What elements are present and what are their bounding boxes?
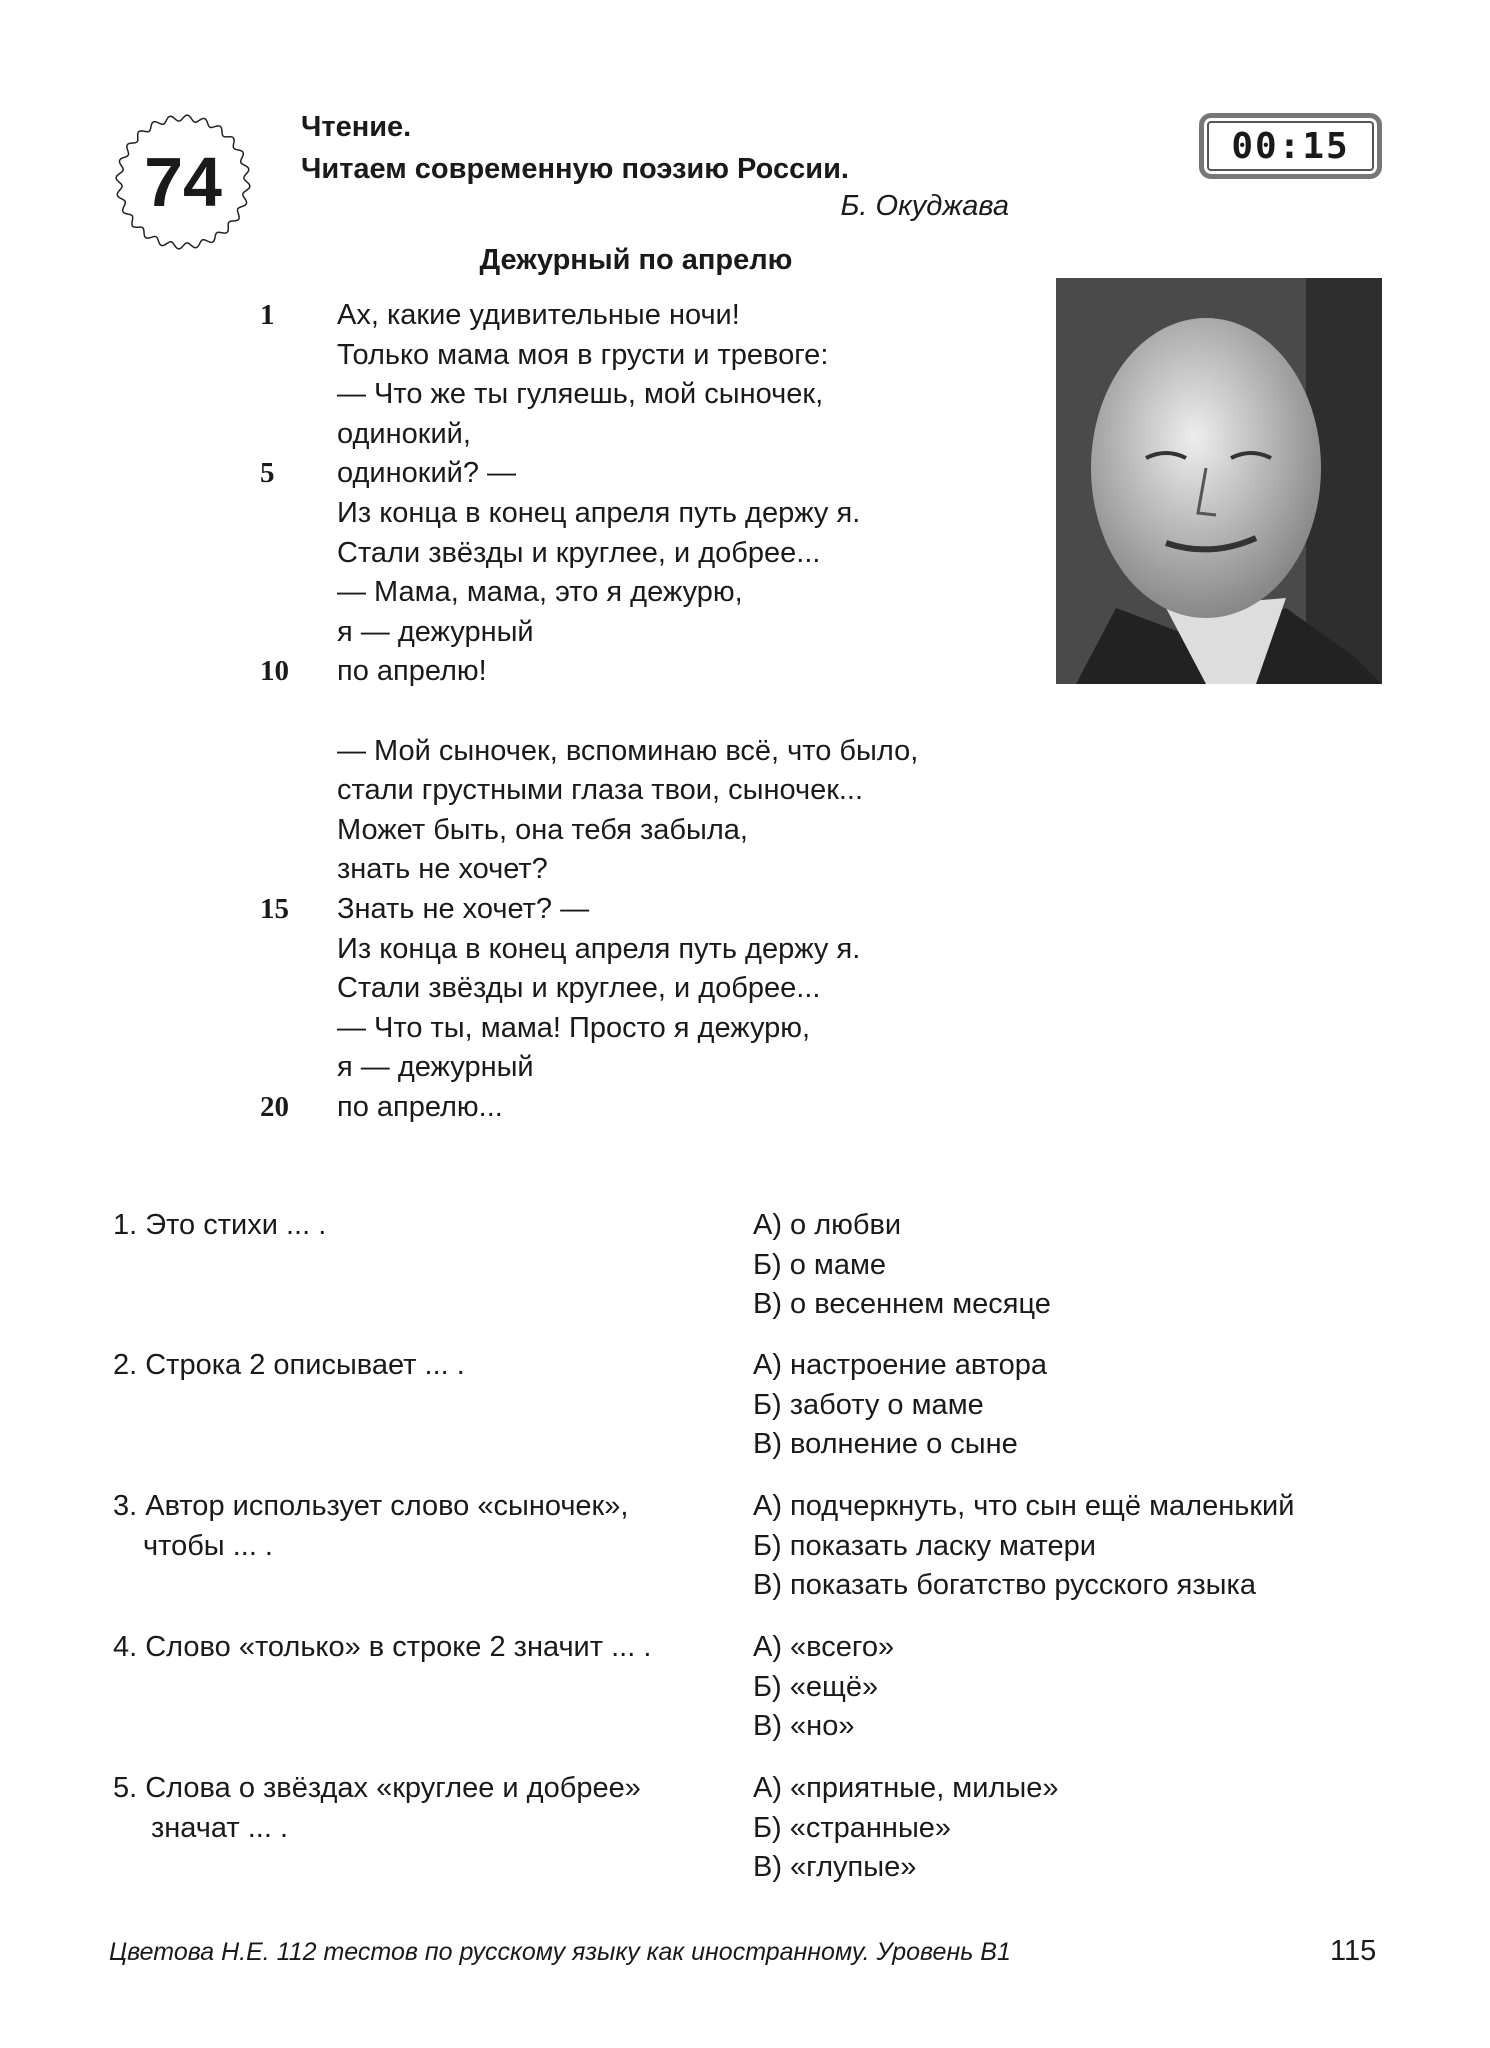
line-number [260, 1048, 337, 1088]
question-text: чтобы ... . [143, 1529, 273, 1562]
poem-text [260, 296, 918, 1127]
line-text: — Что же ты гуляешь, мой сыночек, [337, 378, 824, 411]
answer-option[interactable]: А) «приятные, милые» [753, 1772, 1059, 1804]
line-text: Ах, какие удивительные ночи! [337, 299, 740, 331]
question-text: 4. Слово «только» в строке 2 значит ... . [113, 1631, 652, 1663]
book-citation: Цветова Н.Е. 112 тестов по русскому языку как иностранному. Уровень В1 [109, 1938, 1011, 1966]
poem-line [260, 613, 918, 653]
answer-options-1 [753, 1206, 1051, 1325]
line-number: 5 [260, 457, 275, 490]
answer-option[interactable]: Б) о маме [753, 1248, 887, 1281]
line-text: Знать не хочет? — [337, 892, 590, 925]
question-text: 1. Это стихи ... . [113, 1209, 327, 1241]
answer-options-5 [753, 1769, 1058, 1888]
line-text: Из конца в конец апреля путь держу я. [337, 932, 861, 965]
poem-line [260, 692, 918, 732]
line-number: 20 [260, 1090, 289, 1123]
line-number [260, 1009, 337, 1049]
line-text: одинокий, [337, 417, 471, 450]
task-number-badge [113, 112, 253, 252]
answer-option[interactable]: А) о любви [753, 1209, 902, 1241]
answer-options-2 [753, 1346, 1047, 1465]
timer-badge: 00:15 [1199, 113, 1382, 179]
answer-options-4 [753, 1628, 894, 1747]
line-number [260, 613, 337, 653]
poem-line [260, 890, 918, 930]
poem-line [260, 534, 918, 574]
line-number [260, 415, 337, 455]
answer-option[interactable]: В) о весеннем месяце [753, 1288, 1051, 1321]
question-text: 5. Слова о звёздах «круглее и добрее» [113, 1772, 641, 1804]
answer-option[interactable]: Б) «ещё» [753, 1670, 879, 1703]
line-number [260, 494, 337, 534]
answer-option[interactable]: В) показать богатство русского языка [753, 1569, 1256, 1602]
question-3 [113, 1487, 628, 1566]
line-number: 15 [260, 892, 289, 925]
line-text: стали грустными глаза твои, сыночек... [337, 774, 864, 807]
poem-line [260, 732, 918, 772]
answer-option[interactable]: Б) заботу о маме [753, 1388, 984, 1421]
page-number: 115 [1330, 1935, 1377, 1967]
answer-option[interactable]: В) «глупые» [753, 1851, 917, 1884]
poem-line [260, 969, 918, 1009]
section-title: Чтение. [301, 111, 412, 143]
portrait-image [1056, 278, 1382, 684]
question-4 [113, 1628, 651, 1668]
line-number [260, 375, 337, 415]
answer-option[interactable]: Б) показать ласку матери [753, 1529, 1096, 1562]
poem-line [260, 1088, 918, 1128]
line-number [260, 573, 337, 613]
line-text: одинокий? — [337, 457, 517, 490]
line-number [260, 336, 337, 376]
poem-line [260, 494, 918, 534]
poem-line [260, 415, 918, 455]
poem-line [260, 811, 918, 851]
answer-option[interactable]: Б) «странные» [753, 1811, 952, 1844]
line-number: 10 [260, 655, 289, 688]
line-number [260, 692, 337, 732]
line-text: по апрелю... [337, 1090, 503, 1123]
line-text: я — дежурный [337, 615, 534, 648]
question-text: 3. Автор использует слово «сыночек», [113, 1490, 629, 1522]
line-number [260, 732, 337, 772]
answer-option[interactable]: А) настроение автора [753, 1349, 1048, 1381]
poem-line [260, 375, 918, 415]
line-text: — Мама, мама, это я дежурю, [337, 576, 743, 609]
poem-line [260, 930, 918, 970]
line-number [260, 850, 337, 890]
task-number: 74 [144, 143, 222, 221]
answer-option[interactable]: А) «всего» [753, 1631, 895, 1663]
question-2 [113, 1346, 465, 1386]
line-text: — Что ты, мама! Просто я дежурю, [337, 1011, 811, 1044]
line-text: — Мой сыночек, вспоминаю всё, что было, [337, 734, 919, 767]
question-1 [113, 1206, 326, 1246]
question-5 [113, 1769, 641, 1848]
answer-option[interactable]: В) «но» [753, 1710, 855, 1743]
answer-option[interactable]: В) волнение о сыне [753, 1428, 1018, 1461]
line-number [260, 771, 337, 811]
poem-line [260, 296, 918, 336]
line-text: Только мама моя в грусти и тревоге: [337, 338, 829, 371]
line-number [260, 930, 337, 970]
answer-option[interactable]: А) подчеркнуть, что сын ещё маленький [753, 1490, 1295, 1522]
question-text: значат ... . [151, 1811, 289, 1844]
line-text: Из конца в конец апреля путь держу я. [337, 496, 861, 529]
line-text: знать не хочет? [337, 853, 548, 886]
poem-line [260, 1009, 918, 1049]
poem-line [260, 771, 918, 811]
poem-line [260, 652, 918, 692]
poem-line [260, 573, 918, 613]
poem-line [260, 1048, 918, 1088]
question-text: 2. Строка 2 описывает ... . [113, 1349, 465, 1381]
line-number [260, 969, 337, 1009]
line-text: Может быть, она тебя забыла, [337, 813, 748, 846]
poem-title: Дежурный по апрелю [479, 244, 793, 276]
poem-author: Б. Окуджава [840, 190, 1009, 222]
poem-line [260, 454, 918, 494]
line-text: Стали звёзды и круглее, и добрее... [337, 536, 821, 569]
poem-line [260, 336, 918, 376]
line-number [260, 534, 337, 574]
poem-line [260, 850, 918, 890]
answer-options-3 [753, 1487, 1294, 1606]
author-photo [1056, 278, 1382, 684]
line-number [260, 811, 337, 851]
task-subtitle: Читаем современную поэзию России. [301, 153, 849, 185]
line-text: Стали звёзды и круглее, и добрее... [337, 972, 821, 1005]
line-number: 1 [260, 299, 275, 331]
line-text: я — дежурный [337, 1051, 534, 1084]
line-text: по апрелю! [337, 655, 487, 688]
